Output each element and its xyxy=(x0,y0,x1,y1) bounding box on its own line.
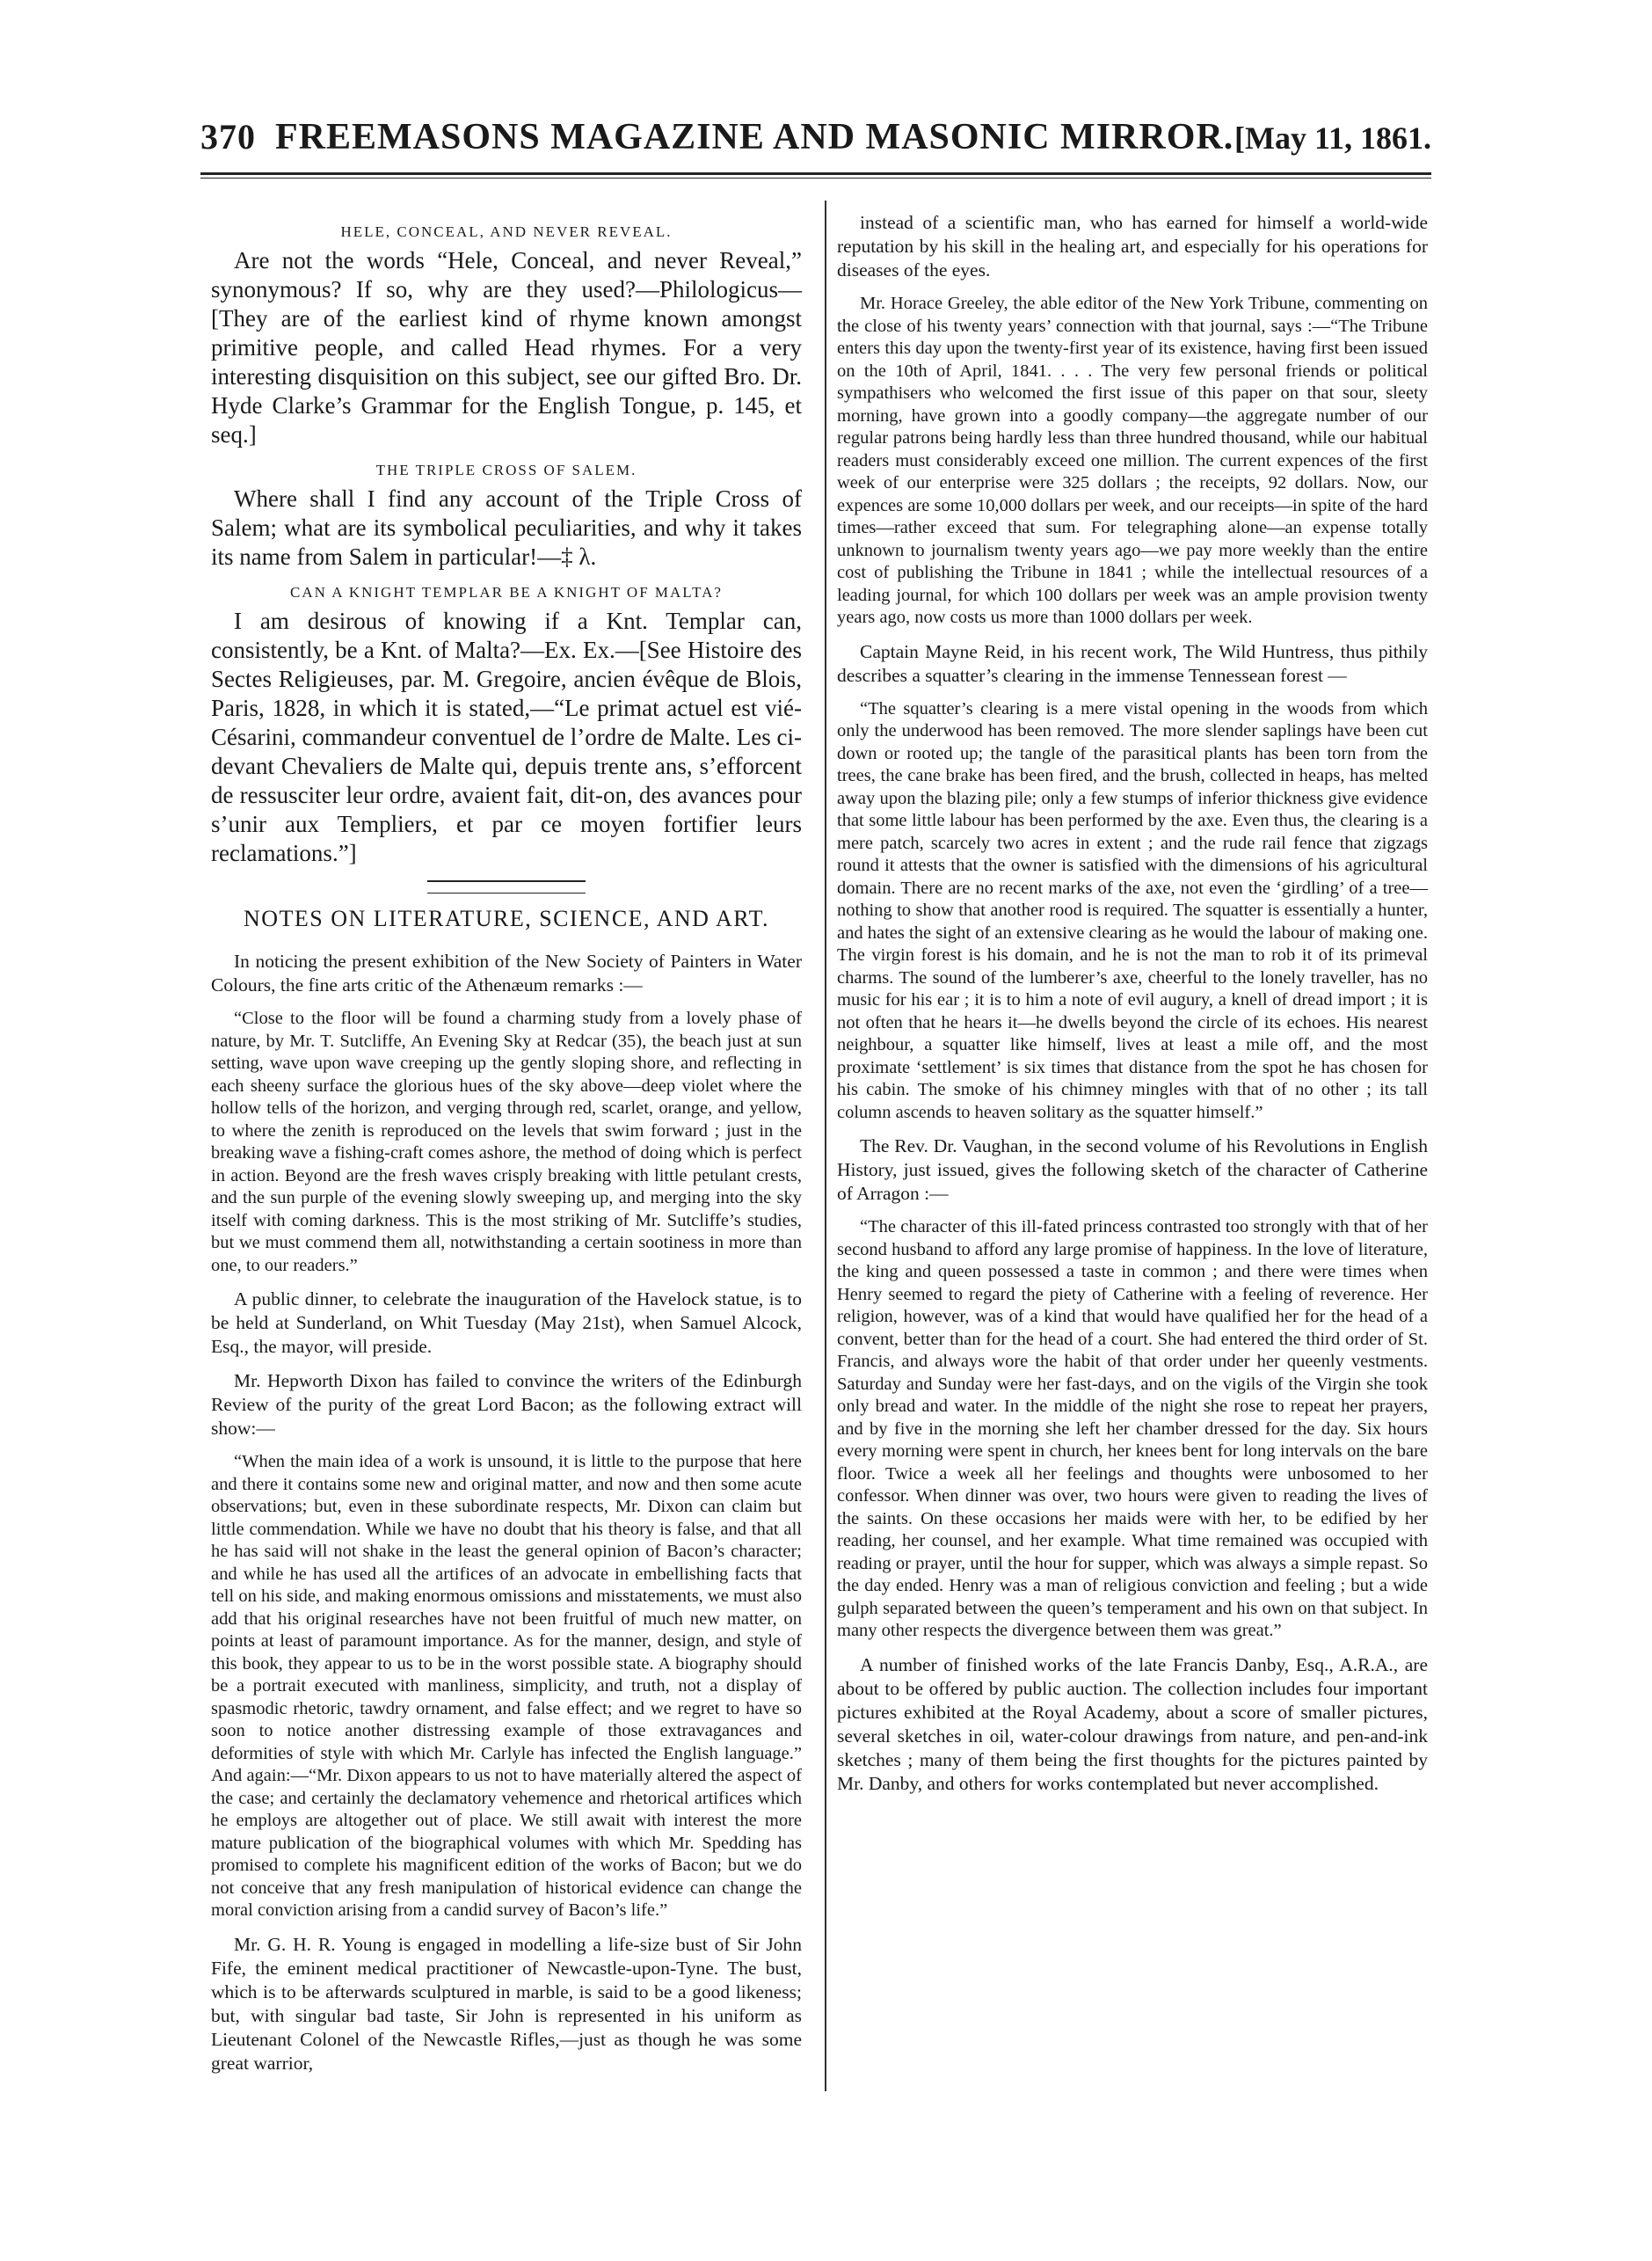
right-column xyxy=(837,211,1428,1806)
paragraph-continued-fife: instead of a scientific man, who has earned for himself a world-wide reputation by his skill in the healing art, and especially for his operations for diseases of the eyes. xyxy=(837,212,1428,281)
quote-catherine-of-arragon: “The character of this ill-fated princess contrasted too strongly with that of her second husband to afford any large promise of happiness. In the love of literature, the king and queen possessed a taste in common ; and there were times when Henry seemed to regard the piety of Catherine with a feeling of reverence. Her religion, however, was of a kind that would have qualified her for the head of a convent, better than for the head of a court. She had entered the third order of St. Francis, and always wore the habit of that order under her queenly vestments. Saturday and Sunday were her fast-days, and on the vigils of the Virgin she took only bread and water. In the middle of the night she rose to repeat her prayers, and by five in the morning she left her chamber dressed for the day. Six hours every morning were spent in church, her knees bent for long intervals on the bare floor. Twice a week all her feelings and thoughts were unbosomed to her confessor. When dinner was over, two hours were given to reading the lives of the saints. On these occasions her maids were with her, to be edified by her reading, her counsel, and her example. What time remained was occupied with reading or prayer, until the hour for supper, which was always a simple repast. So the day ended. Henry was a man of religious conviction and feeling ; but a wide gulph separated between the queen’s temperament and his own on that subject. In many other respects the divergence between them was great.” xyxy=(837,1217,1428,1640)
paragraph-francis-danby: A number of finished works of the late Francis Danby, Esq., A.R.A., are about to be offered by public auction. The collection includes four important pictures exhibited at the Royal Academy, about a score of smaller pictures, several sketches in oil, water-colour drawings from nature, and pen-and-ink sketches ; many of them being the first thoughts for the pictures painted by Mr. Danby, and others for works contemplated but never accomplished. xyxy=(837,1653,1428,1794)
page-header xyxy=(200,116,1431,160)
magazine-title: FREEMASONS MAGAZINE AND MASONIC MIRROR. xyxy=(275,117,1234,157)
page-number: 370 xyxy=(200,117,256,157)
paragraph-new-society-painters: In noticing the present exhibition of the New Society of Painters in Water Colours, the fine arts critic of the Athenæum remarks :— xyxy=(211,951,802,996)
heading-knight-templar: CAN A KNIGHT TEMPLAR BE A KNIGHT OF MALTA? xyxy=(290,584,723,601)
paragraph-young-bust: Mr. G. H. R. Young is engaged in modelling a life-size bust of Sir John Fife, the eminent medical practitioner of Newcastle-upon-Tyne. The bust, which is to be afterwards sculptured in marble, is said to be a good likeness; but, with singular bad taste, Sir John is represented in his uniform as Lieutenant Colonel of the Newcastle Rifles,—just as though he was some great warrior, xyxy=(211,1933,802,2074)
section-divider xyxy=(427,880,586,882)
paragraph-havelock-statue: A public dinner, to celebrate the inauguration of the Havelock statue, is to be held at Sunderland, on Whit Tuesday (May 21st), when Samuel Alcock, Esq., the mayor, will preside. xyxy=(211,1288,802,1357)
left-column xyxy=(211,211,802,2086)
quote-athenaeum: “Close to the floor will be found a charming study from a lovely phase of nature, by Mr. T. Sutcliffe, An Evening Sky at Redcar (35), the beach just at sun setting, wave upon wave creeping up the gently sloping shore, and reflecting in each sheeny surface the glorious hues of the sky above—deep violet where the hollow tells of the horizon, and verging through red, scarlet, orange, and yellow, to where the zenith is reproduced on the levels that swim forward ; just in the breaking wave a fishing-craft comes ashore, the method of doing which is perfect in action. Beyond are the fresh waves crisply breaking with little petulant crests, and the sun purple of the evening slowly sweeping up, and merging into the sky itself with coming darkness. This is the most striking of Mr. Sutcliffe’s studies, but we must commend them all, notwithstanding a certain sootiness in more than one, to our readers.” xyxy=(211,1009,802,1275)
header-rule-thin xyxy=(200,178,1431,179)
paragraph-hepworth-dixon: Mr. Hepworth Dixon has failed to convince the writers of the Edinburgh Review of the purity of the great Lord Bacon; as the following extract will show:— xyxy=(211,1370,802,1439)
paragraph-hele-conceal: Are not the words “Hele, Conceal, and never Reveal,” synonymous? If so, why are they used?—Philologicus—[They are of the earliest kind of rhyme known amongst primitive people, and called Head rhymes. For a very interesting disquisition on this subject, see our gifted Bro. Dr. Hyde Clarke’s Grammar for the English Tongue, p. 145, et seq.] xyxy=(211,247,802,448)
quote-wild-huntress: “The squatter’s clearing is a mere vistal opening in the woods from which only the underwood has been removed. The more slender saplings have been cut down or rooted up; the tangle of the parasitical plants has been torn from the trees, the cane brake has been fired, and the brush, collected in heaps, has melted away upon the blazing pile; only a few stumps of inferior thickness give evidence that some little labour has been performed by the axe. Even thus, the clearing is a mere patch, scarcely two acres in extent ; and the rude rail fence that zigzags round it attests that the owner is satisfied with the dimensions of his agricultural domain. There are no recent marks of the axe, not even the ‘girdling’ of a tree—nothing to show that another rood is required. The squatter is essentially a hunter, and hates the sight of an extensive clearing as he would the labour of making one. The virgin forest is his domain, and he is not the man to rob it of its primeval charms. The sound of the lumberer’s axe, cheerful to the lonely traveller, has no music for his ear ; it is to him a note of evil augury, a knell of dread import ; it is not often that he hears it—he dwells beyond the circle of its echoes. His nearest neighbour, a squatter like himself, lives at least a mile off, and the most proximate ‘settlement’ is six times that distance from the spot he has chosen for his cabin. The smoke of his chimney mingles with that of no other ; its tall column ascends to heaven solitary as the squatter himself.” xyxy=(837,698,1428,1122)
paragraph-triple-cross: Where shall I find any account of the Triple Cross of Salem; what are its symbolical peculiarities, and why it takes its name from Salem in particular!—‡ λ. xyxy=(211,485,802,570)
heading-notes-literature: NOTES ON LITERATURE, SCIENCE, AND ART. xyxy=(243,906,770,931)
paragraph-horace-greeley: Mr. Horace Greeley, the able editor of the New York Tribune, commenting on the close of his twenty years’ connection with that journal, says :—“The Tribune enters this day upon the twenty-first year of its existence, having first been issued on the 10th of April, 1841. . . . The very few personal friends or political sympathisers who welcomed the first issue of this paper on that sour, sleety morning, have grown into a goodly company—the aggregate number of our regular patrons being hardly less than three hundred thousand, while our habitual readers must considerably exceed one million. The current expences of the first week of our enterprise were 325 dollars ; the receipts, 92 dollars. Now, our expences are some 10,000 dollars per week, and our receipts—in spite of the hard times—rather exceed that sum. For telegraphing alone—an expense totally unknown to journalism twenty years ago—we pay more weekly than the entire cost of publishing the Tribune in 1841 ; while the intellectual resources of a leading journal, for which 100 dollars per week was an ample provision twenty years ago, now costs us more than 1000 dollars per week. xyxy=(837,294,1428,627)
heading-triple-cross: THE TRIPLE CROSS OF SALEM. xyxy=(375,462,637,478)
paragraph-mayne-reid: Captain Mayne Reid, in his recent work, The Wild Huntress, thus pithily describes a squatter’s clearing in the immense Tennessean forest — xyxy=(837,640,1428,686)
header-rule-thick xyxy=(200,172,1431,175)
quote-edinburgh-review: “When the main idea of a work is unsound, it is little to the purpose that here and there it contains some new and original matter, and now and then some acute observations; but, even in these subordinate respects, Mr. Dixon can claim but little commendation. While we have no doubt that his theory is false, and that all he has said will not shake in the least the general opinion of Bacon’s character; and while he has used all the artifices of an advocate in embellishing facts that tell on his side, and making enormous omissions and misstatements, we must also add that his original researches have not been fruitful of much new matter, on points at least of paramount importance. As for the manner, design, and style of this book, they appear to us to be in the worst possible state. A biography should be a portrait executed with manliness, simplicity, and truth, not a display of spasmodic rhetoric, tawdry ornament, and false effect; and we regret to have so soon to notice another distressing example of those extravagances and deformities of style with which Mr. Carlyle has infected the English language.” And again:—“Mr. Dixon appears to us not to have materially altered the aspect of the case; and certainly the declamatory vehemence and rhetorical artifices which he employs are altogether out of place. We still await with interest the more mature publication of the biographical volumes with which Mr. Spedding has promised to complete his magnificent edition of the works of Bacon; but we do not conceive that any fresh manipulation of historical evidence can change the moral conviction arising from a candid survey of Bacon’s life.” xyxy=(211,1452,802,1920)
paragraph-dr-vaughan: The Rev. Dr. Vaughan, in the second volume of his Revolutions in English History, just issued, gives the following sketch of the character of Catherine of Arragon :— xyxy=(837,1135,1428,1204)
paragraph-knight-templar: I am desirous of knowing if a Knt. Templar can, consistently, be a Knt. of Malta?—Ex. Ex.—[See Histoire des Sectes Religieuses, par. M. Gregoire, ancien évêque de Blois, Paris, 1828, in which it is stated,—“Le primat actuel est vié-Césarini, commandeur conventuel de l’ordre de Malte. Les ci-devant Chevaliers de Malte qui, depuis trente ans, s’efforcent de ressusciter leur ordre, avaient fait, dit-on, des avances pour s’unir aux Templiers, et par ce moyen fortifier leurs reclamations.”] xyxy=(211,608,802,866)
column-divider xyxy=(825,201,826,2091)
issue-date: [May 11, 1861. xyxy=(1234,120,1431,156)
heading-hele-conceal: HELE, CONCEAL, AND NEVER REVEAL. xyxy=(340,223,673,240)
